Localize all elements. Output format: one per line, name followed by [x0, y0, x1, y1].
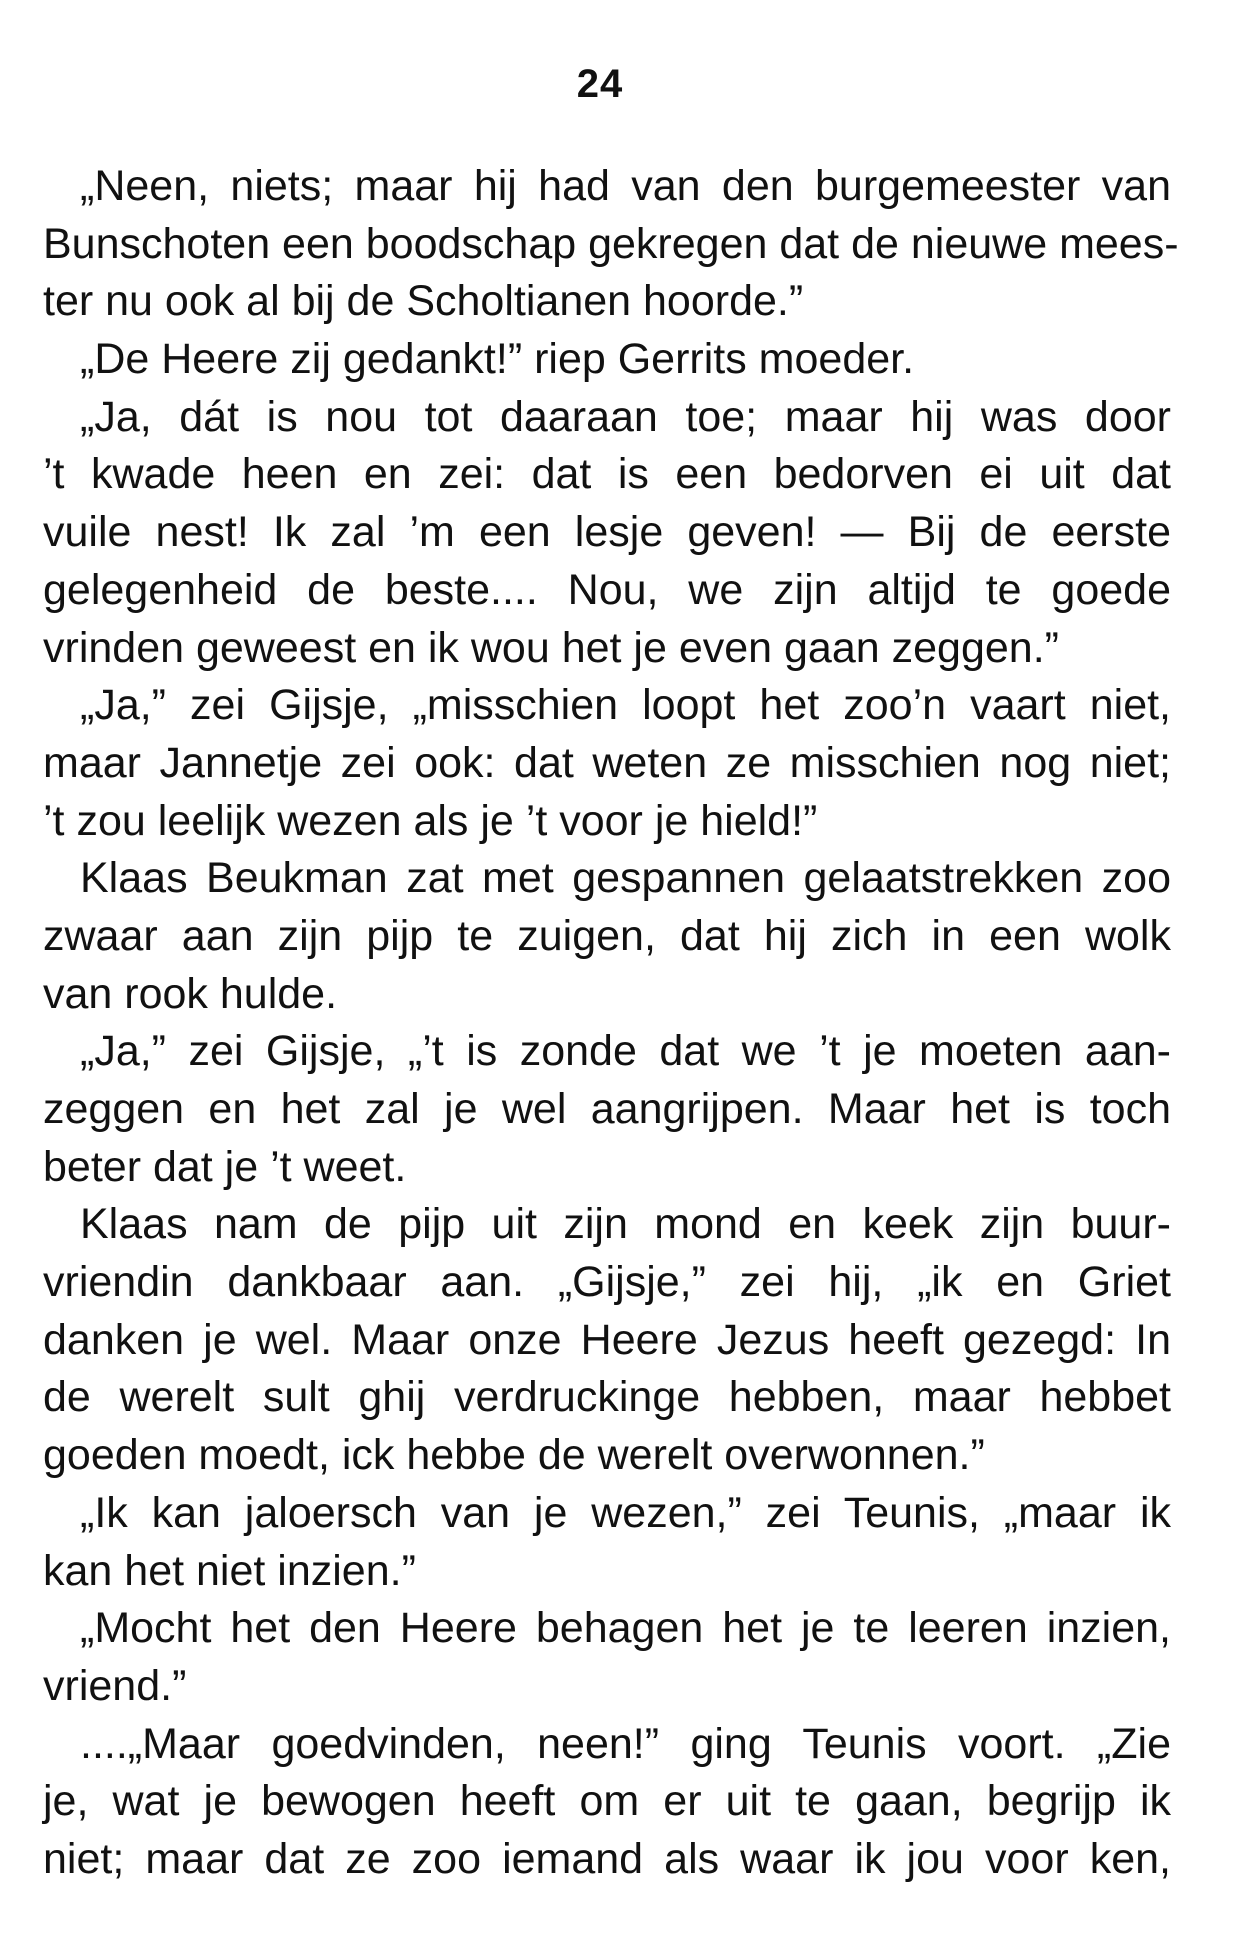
text-line: gelegenheid de beste.... Nou, we zijn altijd te goede	[43, 565, 1171, 614]
text-line: ’t zou leelijk wezen als je ’t voor je hield!”	[43, 796, 818, 845]
text-line: Klaas nam de pijp uit zijn mond en keek zijn buur-	[80, 1200, 1171, 1249]
text-line: zwaar aan zijn pijp te zuigen, dat hij zich in een wolk	[43, 911, 1171, 960]
text-line: niet; maar dat ze zoo iemand als waar ik jou voor ken,	[43, 1834, 1171, 1883]
text-line: danken je wel. Maar onze Heere Jezus heeft gezegd: In	[43, 1315, 1171, 1364]
page-number: 24	[576, 62, 624, 106]
text-line: Bunschoten een boodschap gekregen dat de nieuwe mees-	[43, 219, 1179, 268]
text-line: „Ja,” zei Gijsje, „’t is zonde dat we ’t je moeten aan-	[80, 1027, 1171, 1076]
text-line: zeggen en het zal je wel aangrijpen. Maar het is toch	[43, 1085, 1171, 1133]
text-line: „Ja,” zei Gijsje, „misschien loopt het zoo’n vaart niet,	[80, 681, 1171, 730]
text-line: vriend.”	[43, 1661, 187, 1710]
text-line: ’t kwade heen en zei: dat is een bedorven ei uit dat	[43, 450, 1171, 499]
text-line: „Ik kan jaloersch van je wezen,” zei Teunis, „maar ik	[80, 1488, 1171, 1537]
text-line: Klaas Beukman zat met gespannen gelaatstrekken zoo	[80, 854, 1171, 903]
text-line: „Neen, niets; maar hij had van den burgemeester van	[80, 162, 1171, 210]
text-line: ter nu ook al bij de Scholtianen hoorde.”	[43, 277, 804, 326]
text-line: van rook hulde.	[43, 969, 338, 1018]
text-line: „Mocht het den Heere behagen het je te leeren inzien,	[80, 1604, 1171, 1653]
text-line: kan het niet inzien.”	[43, 1546, 416, 1595]
text-line: „Ja, dát is nou tot daaraan toe; maar hij was door	[80, 392, 1171, 441]
text-line: goeden moedt, ick hebbe de werelt overwonnen.”	[43, 1431, 985, 1480]
text-line: „De Heere zij gedankt!” riep Gerrits moeder.	[80, 335, 915, 384]
text-line: vrinden geweest en ik wou het je even gaan zeggen.”	[43, 623, 1059, 672]
text-line: de werelt sult ghij verdruckinge hebben, maar hebbet	[43, 1373, 1171, 1422]
text-line: vuile nest! Ik zal ’m een lesje geven! — Bij de eerste	[43, 508, 1171, 557]
text-line: maar Jannetje zei ook: dat weten ze misschien nog niet;	[43, 738, 1171, 787]
text-line: beter dat je ’t weet.	[43, 1142, 407, 1191]
text-line: je, wat je bewogen heeft om er uit te gaan, begrijp ik	[43, 1777, 1171, 1826]
text-line: vriendin dankbaar aan. „Gijsje,” zei hij, „ik en Griet	[43, 1258, 1171, 1307]
text-line: ....„Maar goedvinden, neen!” ging Teunis voort. „Zie	[80, 1719, 1171, 1768]
body-text	[43, 158, 1179, 1889]
